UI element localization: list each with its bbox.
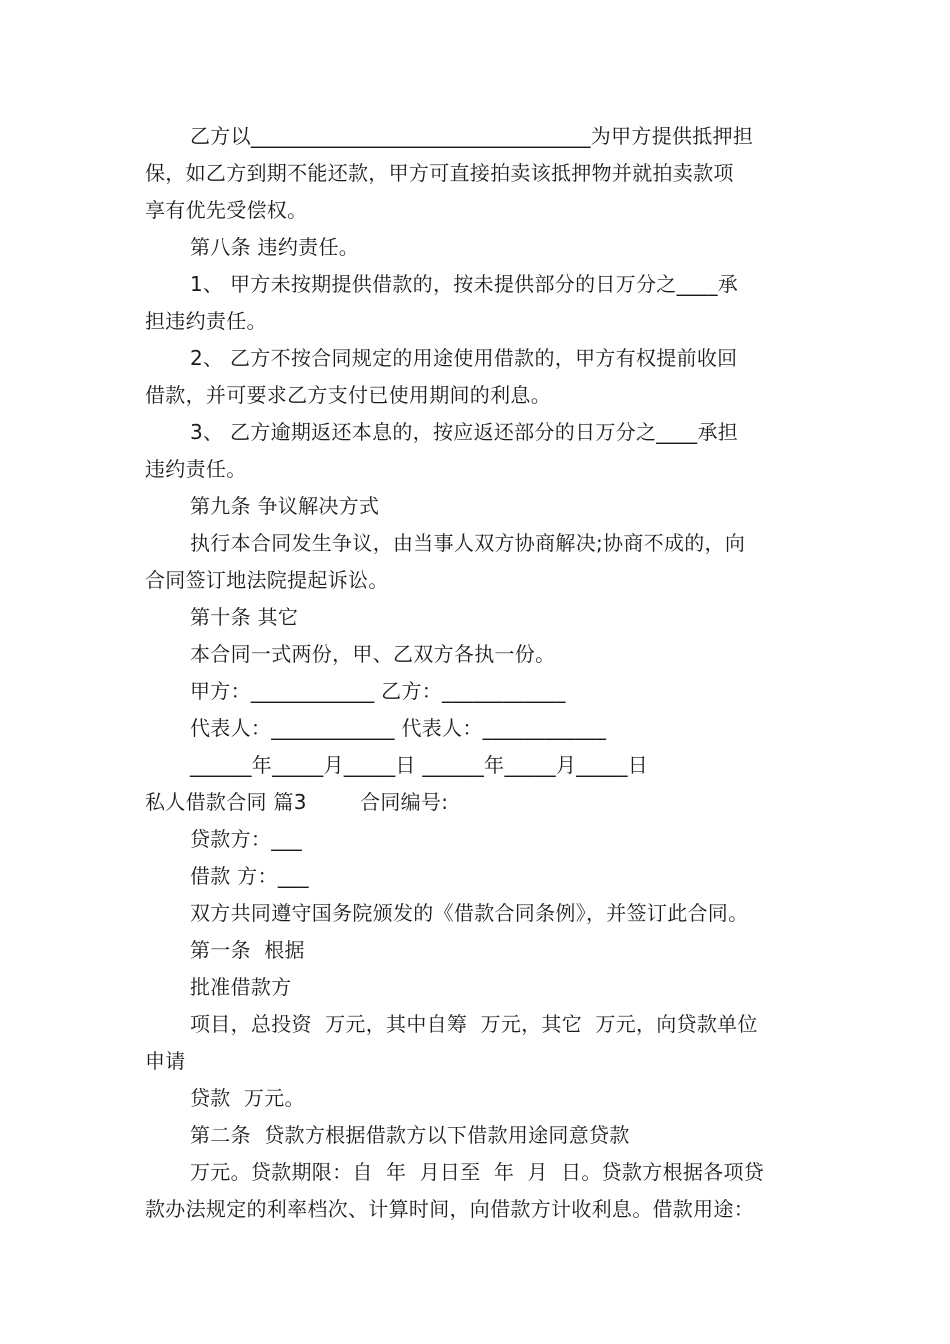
article-1-project-line-1: 项目，总投资 万元，其中自筹 万元，其它 万元，向贷款单位 (190, 1012, 758, 1036)
clause-8-heading: 第八条 违约责任。 (190, 235, 360, 259)
signature-representatives: 代表人：____________ 代表人：____________ (190, 716, 607, 740)
clause-8-item-1-line-1: 1、 甲方未按期提供借款的，按未提供部分的日万分之____承 (190, 272, 739, 296)
article-2-body-line-2: 款办法规定的利率档次、计算时间，向借款方计收利息。借款用途： (145, 1197, 754, 1221)
clause-10-heading: 第十条 其它 (190, 605, 299, 629)
borrower-field: 借款 方：___ (190, 864, 309, 888)
clause-9-body-line-2: 合同签订地法院提起诉讼。 (145, 568, 389, 592)
clause-8-item-2-line-1: 2、 乙方不按合同规定的用途使用借款的，甲方有权提前收回 (190, 346, 738, 370)
clause-7-collateral-line-2: 保，如乙方到期不能还款，甲方可直接拍卖该抵押物并就拍卖款项 (145, 161, 734, 185)
clause-8-item-3-line-2: 违约责任。 (145, 457, 247, 481)
article-1-project-line-2: 申请 (145, 1049, 186, 1073)
article-1-approval: 批准借款方 (190, 975, 292, 999)
contract-3-title: 私人借款合同 篇3 合同编号: (145, 790, 449, 814)
clause-10-body: 本合同一式两份，甲、乙双方各执一份。 (190, 642, 556, 666)
article-1-loan-amount: 贷款 万元。 (190, 1086, 305, 1110)
clause-7-collateral-line-3: 享有优先受偿权。 (145, 198, 308, 222)
clause-7-collateral-line-1: 乙方以_________________________________为甲方提供抵押担 (190, 124, 754, 148)
article-2-heading: 第二条 贷款方根据借款方以下借款用途同意贷款 (190, 1123, 630, 1147)
lender-field: 贷款方：___ (190, 827, 303, 851)
signature-parties: 甲方：____________ 乙方：____________ (190, 679, 566, 703)
article-2-body-line-1: 万元。贷款期限：自 年 月日至 年 月 日。贷款方根据各项贷 (190, 1160, 765, 1184)
clause-9-heading: 第九条 争议解决方式 (190, 494, 380, 518)
clause-8-item-3-line-1: 3、 乙方逾期返还本息的，按应返还部分的日万分之____承担 (190, 420, 739, 444)
signature-dates: ______年_____月_____日 ______年_____月_____日 (190, 753, 649, 777)
article-1-heading: 第一条 根据 (190, 938, 305, 962)
clause-8-item-1-line-2: 担违约责任。 (145, 309, 267, 333)
clause-8-item-2-line-2: 借款，并可要求乙方支付已使用期间的利息。 (145, 383, 551, 407)
contract-preamble: 双方共同遵守国务院颁发的《借款合同条例》，并签订此合同。 (190, 901, 749, 925)
clause-9-body-line-1: 执行本合同发生争议，由当事人双方协商解决;协商不成的，向 (190, 531, 746, 555)
